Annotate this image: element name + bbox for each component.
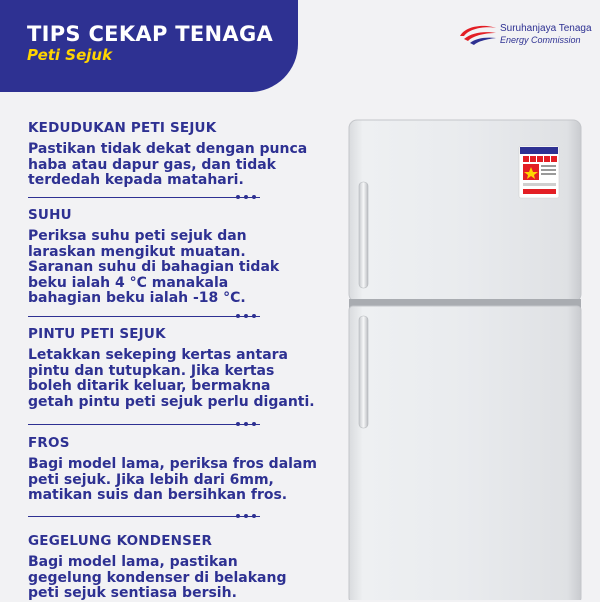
section-title: PINTU PETI SEJUK [28, 326, 166, 342]
section-divider [28, 316, 260, 317]
section-pintu [28, 326, 333, 410]
section-title: SUHU [28, 207, 72, 223]
section-title: KEDUDUKAN PETI SEJUK [28, 120, 217, 136]
section-suhu [28, 207, 333, 307]
section-title: GEGELUNG KONDENSER [28, 533, 213, 549]
page-title: TIPS CEKAP TENAGA [27, 22, 274, 46]
ellipsis-dots-icon [236, 195, 266, 201]
swoosh-logo-icon [456, 22, 500, 48]
section-divider [28, 197, 260, 198]
logo-name-malay: Suruhanjaya Tenaga [500, 23, 592, 34]
section-body: Bagi model lama, pastikan gegelung kondenser di belakang peti sejuk sentiasa bersih. [28, 554, 287, 602]
section-body: Periksa suhu peti sejuk dan laraskan mengikut muatan. Saranan suhu di bahagian tidak beku ialah 4 °C manakala bahagian beku ialah -18 °C. [28, 228, 280, 307]
ellipsis-dots-icon [236, 314, 266, 320]
section-fros [28, 435, 333, 504]
header-banner [0, 0, 298, 92]
section-body: Pastikan tidak dekat dengan punca haba atau dapur gas, dan tidak terdedah kepada matahari. [28, 141, 308, 189]
section-title: FROS [28, 435, 70, 451]
section-body: Letakkan sekeping kertas antara pintu dan tutupkan. Jika kertas boleh ditarik keluar, bermakna getah pintu peti sejuk perlu diganti. [28, 347, 315, 410]
energy-rating-label-icon [519, 146, 559, 198]
ellipsis-dots-icon [236, 422, 266, 428]
section-gegelung [28, 533, 333, 602]
ellipsis-dots-icon [236, 514, 266, 520]
refrigerator-illustration [347, 116, 583, 600]
section-body: Bagi model lama, periksa fros dalam peti sejuk. Jika lebih dari 6mm, matikan suis dan bersihkan fros. [28, 456, 317, 504]
energy-commission-logo [456, 22, 591, 48]
section-kedudukan [28, 120, 333, 189]
section-divider [28, 424, 260, 425]
page-subtitle: Peti Sejuk [27, 46, 113, 64]
logo-name-english: Energy Commission [500, 35, 581, 45]
section-divider [28, 516, 260, 517]
